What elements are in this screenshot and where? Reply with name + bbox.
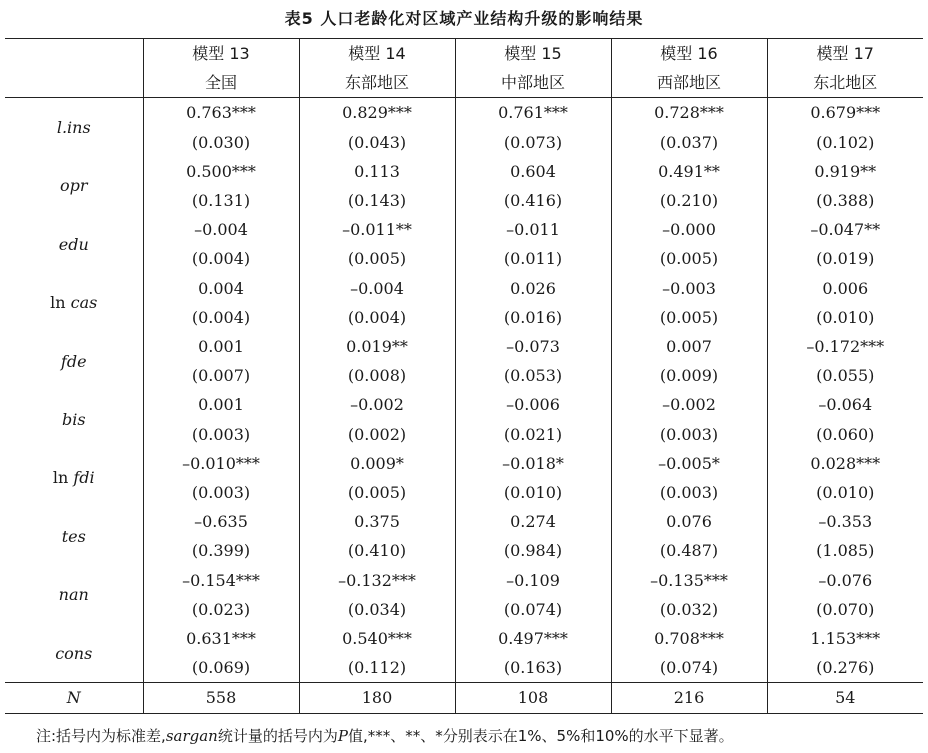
- note-mid: 统计量的括号内为: [217, 727, 338, 745]
- model-name-header: 模型 17: [767, 39, 923, 69]
- standard-error-cell: (0.030): [143, 128, 299, 157]
- variable-label: opr: [59, 176, 88, 196]
- observations-row: [5, 683, 923, 713]
- coefficient-cell: 0.679***: [767, 98, 923, 128]
- note-suffix: 值,***、**、*分别表示在1%、5%和10%的水平下显著。: [347, 727, 734, 745]
- coefficient-cell: –0.011: [455, 215, 611, 244]
- standard-error-cell: (0.131): [143, 186, 299, 215]
- standard-error-row: [5, 420, 923, 449]
- coefficient-cell: 0.500***: [143, 157, 299, 186]
- coefficient-cell: –0.000: [611, 215, 767, 244]
- coefficient-cell: 0.026: [455, 274, 611, 303]
- coefficient-cell: –0.004: [299, 274, 455, 303]
- variable-name: [5, 624, 143, 683]
- coefficient-cell: –0.353: [767, 507, 923, 536]
- note-italic-sargan: sargan: [165, 727, 218, 745]
- region-header: 东北地区: [767, 68, 923, 98]
- coefficient-cell: 0.540***: [299, 624, 455, 653]
- coefficient-cell: –0.076: [767, 566, 923, 595]
- standard-error-cell: (0.043): [299, 128, 455, 157]
- standard-error-row: [5, 303, 923, 332]
- variable-name: [5, 274, 143, 332]
- table-caption: 表5 人口老龄化对区域产业结构升级的影响结果: [284, 9, 644, 28]
- standard-error-row: [5, 361, 923, 390]
- coefficient-cell: 0.009*: [299, 449, 455, 478]
- standard-error-row: [5, 595, 923, 624]
- coefficient-row: [5, 332, 923, 361]
- model-name-header: 模型 14: [299, 39, 455, 69]
- standard-error-cell: (0.004): [299, 303, 455, 332]
- standard-error-cell: (0.210): [611, 186, 767, 215]
- coefficient-cell: –0.064: [767, 390, 923, 419]
- observations-cell: 54: [767, 683, 923, 713]
- standard-error-cell: (0.016): [455, 303, 611, 332]
- coefficient-row: [5, 449, 923, 478]
- standard-error-cell: (0.143): [299, 186, 455, 215]
- coefficient-cell: 0.829***: [299, 98, 455, 128]
- standard-error-cell: (0.055): [767, 361, 923, 390]
- standard-error-row: [5, 186, 923, 215]
- standard-error-cell: (0.410): [299, 536, 455, 565]
- variable-name: [5, 507, 143, 565]
- variable-label: fde: [60, 351, 87, 371]
- variable-name: [5, 566, 143, 624]
- standard-error-cell: (0.070): [767, 595, 923, 624]
- coefficient-cell: 0.631***: [143, 624, 299, 653]
- observations-cell: 108: [455, 683, 611, 713]
- standard-error-cell: (0.984): [455, 536, 611, 565]
- coefficient-cell: 0.491**: [611, 157, 767, 186]
- variable-label: cons: [55, 643, 93, 663]
- coefficient-row: [5, 390, 923, 419]
- coefficient-cell: 0.006: [767, 274, 923, 303]
- variable-label: bis: [61, 410, 86, 430]
- coefficient-cell: –0.003: [611, 274, 767, 303]
- coefficient-cell: 0.019**: [299, 332, 455, 361]
- coefficient-cell: 0.028***: [767, 449, 923, 478]
- coefficient-row: [5, 274, 923, 303]
- standard-error-cell: (0.053): [455, 361, 611, 390]
- variable-label: cas: [70, 293, 98, 313]
- standard-error-cell: (0.010): [767, 478, 923, 507]
- coefficient-cell: 1.153***: [767, 624, 923, 653]
- variable-label: fdi: [73, 468, 95, 488]
- coefficient-cell: –0.109: [455, 566, 611, 595]
- variable-label: edu: [58, 234, 89, 254]
- coefficient-cell: –0.002: [299, 390, 455, 419]
- standard-error-cell: (0.005): [611, 244, 767, 273]
- header-row-models: [5, 39, 923, 69]
- standard-error-cell: (0.399): [143, 536, 299, 565]
- standard-error-cell: (0.388): [767, 186, 923, 215]
- variable-name: [5, 390, 143, 448]
- coefficient-cell: 0.113: [299, 157, 455, 186]
- coefficient-cell: 0.001: [143, 390, 299, 419]
- standard-error-cell: (0.416): [455, 186, 611, 215]
- variable-name: [5, 157, 143, 215]
- coefficient-cell: –0.011**: [299, 215, 455, 244]
- model-name-header: 模型 15: [455, 39, 611, 69]
- coefficient-cell: –0.002: [611, 390, 767, 419]
- coefficient-cell: –0.005*: [611, 449, 767, 478]
- variable-prefix: ln: [52, 468, 74, 488]
- standard-error-cell: (0.032): [611, 595, 767, 624]
- coefficient-row: [5, 566, 923, 595]
- note-italic-p: P: [337, 727, 348, 745]
- standard-error-cell: (0.002): [299, 420, 455, 449]
- variable-name: [5, 449, 143, 507]
- coefficient-cell: 0.007: [611, 332, 767, 361]
- coefficient-cell: –0.154***: [143, 566, 299, 595]
- standard-error-cell: (0.003): [143, 478, 299, 507]
- standard-error-cell: (0.010): [455, 478, 611, 507]
- standard-error-row: [5, 128, 923, 157]
- coefficient-row: [5, 507, 923, 536]
- coefficient-row: [5, 624, 923, 653]
- standard-error-cell: (0.005): [611, 303, 767, 332]
- coefficient-cell: 0.761***: [455, 98, 611, 128]
- standard-error-cell: (0.074): [455, 595, 611, 624]
- standard-error-cell: (0.004): [143, 303, 299, 332]
- variable-label: nan: [58, 585, 89, 605]
- variable-name: [5, 332, 143, 390]
- region-header: 东部地区: [299, 68, 455, 98]
- coefficient-row: [5, 157, 923, 186]
- table-note: [36, 725, 734, 746]
- coefficient-cell: 0.763***: [143, 98, 299, 128]
- standard-error-cell: (0.102): [767, 128, 923, 157]
- standard-error-cell: (1.085): [767, 536, 923, 565]
- standard-error-cell: (0.004): [143, 244, 299, 273]
- coefficient-cell: –0.135***: [611, 566, 767, 595]
- standard-error-row: [5, 478, 923, 507]
- standard-error-cell: (0.034): [299, 595, 455, 624]
- standard-error-cell: (0.005): [299, 478, 455, 507]
- coefficient-cell: –0.006: [455, 390, 611, 419]
- observations-cell: 180: [299, 683, 455, 713]
- regression-table: [5, 38, 923, 714]
- coefficient-cell: –0.004: [143, 215, 299, 244]
- region-header: 全国: [143, 68, 299, 98]
- coefficient-cell: –0.018*: [455, 449, 611, 478]
- standard-error-cell: (0.074): [611, 653, 767, 683]
- standard-error-cell: (0.009): [611, 361, 767, 390]
- observations-cell: 216: [611, 683, 767, 713]
- standard-error-cell: (0.010): [767, 303, 923, 332]
- standard-error-cell: (0.069): [143, 653, 299, 683]
- model-name-header: 模型 16: [611, 39, 767, 69]
- coefficient-cell: 0.004: [143, 274, 299, 303]
- coefficient-cell: 0.919**: [767, 157, 923, 186]
- standard-error-cell: (0.019): [767, 244, 923, 273]
- header-corner-cell: [5, 68, 143, 98]
- standard-error-cell: (0.073): [455, 128, 611, 157]
- variable-label: l.ins: [56, 118, 91, 137]
- coefficient-cell: 0.728***: [611, 98, 767, 128]
- standard-error-cell: (0.112): [299, 653, 455, 683]
- coefficient-cell: –0.010***: [143, 449, 299, 478]
- standard-error-cell: (0.003): [143, 420, 299, 449]
- standard-error-cell: (0.011): [455, 244, 611, 273]
- coefficient-cell: 0.604: [455, 157, 611, 186]
- standard-error-cell: (0.037): [611, 128, 767, 157]
- coefficient-cell: –0.132***: [299, 566, 455, 595]
- coefficient-cell: –0.172***: [767, 332, 923, 361]
- standard-error-cell: (0.005): [299, 244, 455, 273]
- standard-error-cell: (0.487): [611, 536, 767, 565]
- standard-error-cell: (0.023): [143, 595, 299, 624]
- region-header: 西部地区: [611, 68, 767, 98]
- standard-error-cell: (0.007): [143, 361, 299, 390]
- coefficient-row: [5, 215, 923, 244]
- coefficient-row: [5, 98, 923, 128]
- region-header: 中部地区: [455, 68, 611, 98]
- coefficient-cell: 0.001: [143, 332, 299, 361]
- standard-error-cell: (0.008): [299, 361, 455, 390]
- variable-name: [5, 98, 143, 157]
- observations-label: N: [5, 683, 143, 713]
- coefficient-cell: 0.375: [299, 507, 455, 536]
- coefficient-cell: –0.073: [455, 332, 611, 361]
- standard-error-row: [5, 653, 923, 683]
- standard-error-cell: (0.163): [455, 653, 611, 683]
- observations-cell: 558: [143, 683, 299, 713]
- standard-error-cell: (0.003): [611, 420, 767, 449]
- coefficient-cell: 0.708***: [611, 624, 767, 653]
- coefficient-cell: –0.047**: [767, 215, 923, 244]
- note-prefix: 注:括号内为标准差,: [36, 727, 166, 745]
- standard-error-cell: (0.021): [455, 420, 611, 449]
- standard-error-cell: (0.276): [767, 653, 923, 683]
- standard-error-cell: (0.003): [611, 478, 767, 507]
- regression-table-body: [5, 39, 923, 714]
- coefficient-cell: –0.635: [143, 507, 299, 536]
- header-corner-cell: [5, 39, 143, 69]
- coefficient-cell: 0.274: [455, 507, 611, 536]
- standard-error-row: [5, 244, 923, 273]
- header-row-regions: [5, 68, 923, 98]
- variable-name: [5, 215, 143, 273]
- coefficient-cell: 0.076: [611, 507, 767, 536]
- standard-error-row: [5, 536, 923, 565]
- variable-prefix: ln: [50, 293, 71, 313]
- variable-label: tes: [61, 526, 86, 546]
- model-name-header: 模型 13: [143, 39, 299, 69]
- coefficient-cell: 0.497***: [455, 624, 611, 653]
- standard-error-cell: (0.060): [767, 420, 923, 449]
